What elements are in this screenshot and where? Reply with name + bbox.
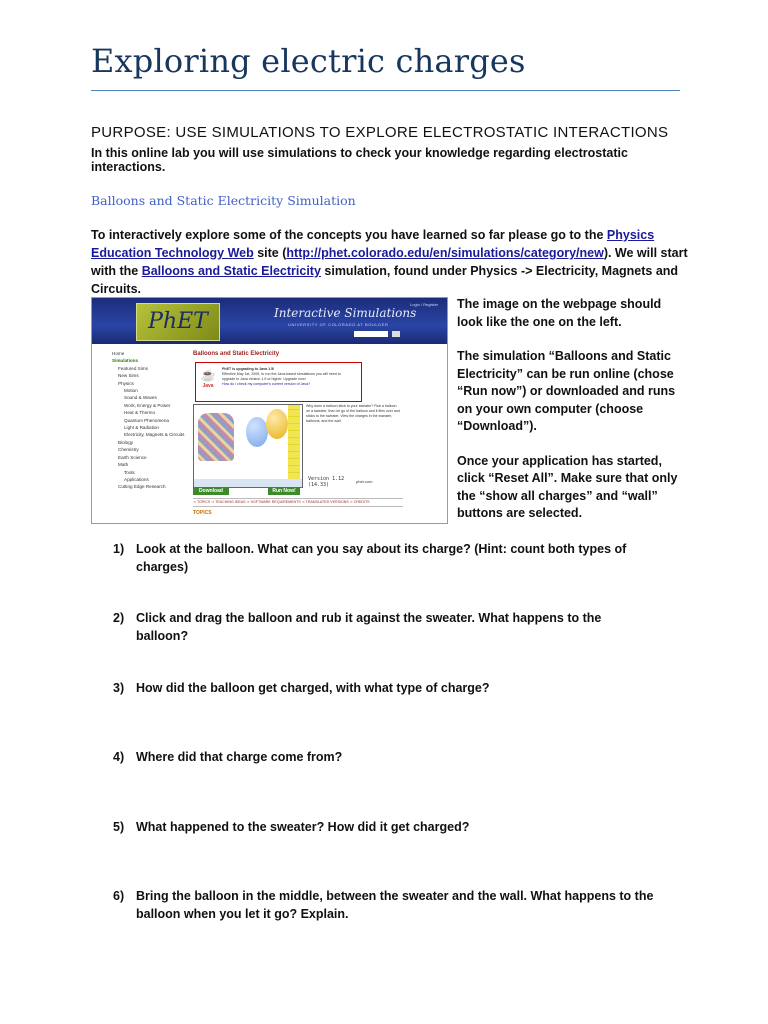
nav-item: Quantum Phenomena xyxy=(124,417,169,423)
nav-item: Light & Radiation xyxy=(124,425,159,431)
search-box xyxy=(354,331,388,337)
question-number: 2) xyxy=(113,611,125,625)
nav-item: Tools xyxy=(124,469,135,475)
question-text: Bring the balloon in the middle, between the sweater and the wall. What happens to the balloon when you let it go? Explain. xyxy=(136,889,654,921)
nav-item: Physics xyxy=(118,380,134,386)
yellow-balloon xyxy=(266,409,288,439)
phet-nav xyxy=(112,350,185,491)
blue-balloon xyxy=(246,417,268,447)
section-heading: Balloons and Static Electricity Simulation xyxy=(91,193,356,208)
nav-item: Sound & Waves xyxy=(124,395,157,401)
sim-preview xyxy=(193,404,303,488)
side-para-3: Once your application has started, click “Reset All”. Make sure that only the “show all charges” and “wall” buttons are selected. xyxy=(457,453,678,520)
nav-item: Chemistry xyxy=(118,447,139,453)
nav-item: Home xyxy=(112,351,125,356)
java-line: upgrade to Java version 1.5 or higher. Upgrade now! xyxy=(222,377,306,381)
para-text-4: simulation, found under Physics -> Electricity, Magnets and Circuits. xyxy=(91,264,679,296)
question-text: Look at the balloon. What can you say about its charge? (Hint: count both types of charges) xyxy=(136,542,627,574)
question-text: What happened to the sweater? How did it get charged? xyxy=(136,820,470,834)
phet-site-link[interactable]: Physics Education Technology Web xyxy=(91,228,655,260)
java-line: Effective May 1st, 2009, to run the Java-based simulations you will need to xyxy=(222,372,341,376)
nav-item: Motion xyxy=(124,388,138,394)
java-notice-text xyxy=(222,367,357,387)
nav-item: Simulations xyxy=(112,358,139,364)
java-line: How do I check my computer's current version of Java? xyxy=(222,382,311,386)
question-text: Click and drag the balloon and rub it against the sweater. What happens to the balloon? xyxy=(136,611,602,643)
purpose-heading: PURPOSE: USE SIMULATIONS TO EXPLORE ELECTROSTATIC INTERACTIONS xyxy=(91,124,669,141)
java-icon: ☕ Java xyxy=(200,368,216,389)
sim-version xyxy=(308,476,344,488)
nav-item: Biology xyxy=(118,439,134,445)
question-number: 3) xyxy=(113,681,125,695)
instructions-paragraph xyxy=(91,226,691,298)
nav-item: Electricity, Magnets & Circuits xyxy=(124,432,185,438)
login-link: Login / Register xyxy=(410,302,439,307)
para-text-1: To interactively explore some of the concepts you have learned so far please go to the xyxy=(91,228,607,242)
para-text-2: site ( xyxy=(253,246,287,260)
wall-image xyxy=(288,405,300,479)
side-instructions xyxy=(457,296,687,540)
run-now-button: Run Now! xyxy=(268,488,300,495)
side-para-2: The simulation “Balloons and Static Electricity” can be run online (chose “Run now”) or downloaded and runs on your own computer (choose “Download”). xyxy=(457,349,676,433)
sim-page-title: Balloons and Static Electricity xyxy=(193,351,280,357)
para-text-3: ). We will start with the xyxy=(91,246,688,278)
banner-title: Interactive Simulations xyxy=(274,306,417,320)
nav-item: Earth Science xyxy=(118,454,147,460)
phet-url-link[interactable]: http://phet.colorado.edu/en/simulations/category/new xyxy=(286,246,604,260)
sim-links-bar: ⇒ TOPICS ⇒ TEACHING IDEAS ⇒ SOFTWARE REQUIREMENTS ⇒ TRANSLATED VERSIONS ⇒ CREDITS xyxy=(193,498,403,507)
go-button xyxy=(392,331,400,337)
sweater-image xyxy=(198,413,234,461)
nav-item: Cutting Edge Research xyxy=(118,484,166,490)
balloons-sim-link[interactable]: Balloons and Static Electricity xyxy=(141,264,321,278)
intro-text: In this online lab you will use simulations to check your knowledge regarding electrostatic interactions. xyxy=(91,146,628,174)
nav-item: Featured Sims xyxy=(118,365,148,371)
topics-heading: TOPICS xyxy=(193,510,212,516)
question-number: 5) xyxy=(113,820,125,834)
nav-item: Work, Energy & Power xyxy=(124,402,171,408)
question-text: Where did that charge come from? xyxy=(136,750,343,764)
nav-item: Math xyxy=(118,462,129,468)
version-number: Version 1.12 xyxy=(308,476,345,482)
sim-description: Why does a balloon stick to your sweater? Rub a balloon on a sweater, then let go of the balloon and it flies over and sticks to the sweater. View the charges in the sweater, balloons, and the wall. xyxy=(306,404,400,423)
phet-webpage-screenshot xyxy=(91,297,448,524)
version-sub: (14.33) xyxy=(308,482,330,488)
phet-logo: PhET xyxy=(136,303,220,341)
download-button: Download xyxy=(193,488,229,495)
nav-item: New Sims xyxy=(118,373,139,379)
java-label: Java xyxy=(202,383,214,389)
java-notice xyxy=(195,362,362,402)
document-title: Exploring electric charges xyxy=(91,42,526,80)
question-number: 6) xyxy=(113,889,125,903)
phet-credit: phet.com xyxy=(356,479,373,484)
question-text: How did the balloon get charged, with what type of charge? xyxy=(136,681,490,695)
sim-toolbar xyxy=(194,479,302,487)
title-underline xyxy=(91,90,680,91)
question-number: 4) xyxy=(113,750,125,764)
question-number: 1) xyxy=(113,542,125,556)
banner-subtitle: UNIVERSITY OF COLORADO AT BOULDER xyxy=(288,322,389,327)
nav-item: Applications xyxy=(124,476,149,482)
java-line: PhET is upgrading to Java 1.5! xyxy=(222,367,275,371)
phet-banner xyxy=(92,298,447,344)
nav-item: Heat & Thermo xyxy=(124,410,156,416)
side-para-1: The image on the webpage should look like the one on the left. xyxy=(457,297,662,329)
